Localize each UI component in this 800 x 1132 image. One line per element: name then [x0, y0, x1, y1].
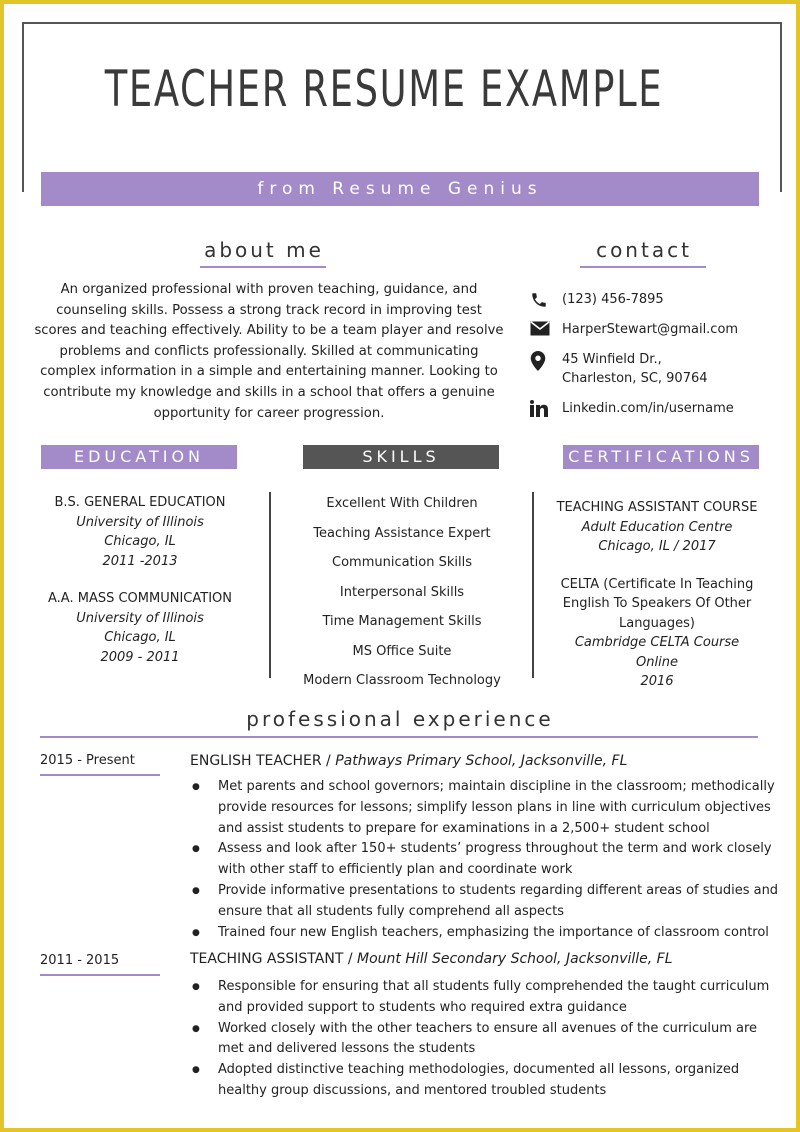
job-bullets [190, 777, 786, 943]
about-text: An organized professional with proven teaching, guidance, and counseling skills. Possess a strong track record in improving test scores and teaching effectively. Ability to be a team player and resolve problems and conflicts professionally. Skilled at communicating complex information in a simple and entertaining manner. Looking to contribute my knowledge and skills in a school that offers a genuine opportunity for career progression. [34, 282, 504, 421]
certification-name: CELTA (Certificate In Teaching English To Speakers Of Other Languages) [560, 576, 754, 631]
education-years: 2009 - 2011 [100, 649, 180, 665]
certification-org: Cambridge CELTA Course Online [574, 635, 740, 670]
contact-email-row [530, 320, 790, 339]
column-divider-right [532, 492, 534, 678]
subtitle-banner: from Resume Genius [41, 172, 759, 206]
envelope-icon [530, 320, 562, 336]
job-bullet: ● Assess and look after 150+ students’ progress throughout the term and work closely with other staff to efficiently plan and coordinate work [190, 839, 786, 881]
contact-heading: contact [596, 238, 692, 262]
job-separator: / [321, 753, 336, 769]
certification-entry [552, 498, 762, 557]
job-dates-underline [40, 774, 160, 776]
skills-band: SKILLS [303, 445, 499, 469]
contact-linkedin-row [530, 399, 790, 418]
job-dates: 2011 - 2015 [40, 953, 120, 968]
certification-name: TEACHING ASSISTANT COURSE [556, 500, 758, 515]
certification-detail: 2016 [640, 674, 674, 689]
skill-item: Teaching Assistance Expert [313, 525, 491, 541]
about-heading: about me [204, 238, 324, 262]
contact-email[interactable]: HarperStewart@gmail.com [562, 322, 739, 337]
skill-item: Excellent With Children [326, 496, 478, 511]
education-list [24, 493, 256, 685]
skill-item: Communication Skills [332, 555, 472, 570]
skill-item: Time Management Skills [322, 614, 482, 629]
job-title [190, 951, 673, 967]
column-divider-left [269, 492, 271, 678]
job-dates-underline [40, 974, 160, 976]
certification-detail: Chicago, IL / 2017 [598, 539, 716, 554]
contact-underline [580, 266, 706, 268]
address-line-1: 45 Winfield Dr., [562, 352, 662, 367]
about-underline [200, 266, 326, 268]
certification-entry [552, 575, 762, 692]
contact-address-row [530, 350, 790, 388]
skill-item: Modern Classroom Technology [303, 673, 501, 688]
certification-org: Adult Education Centre [581, 519, 733, 535]
experience-underline [40, 736, 758, 738]
education-location: Chicago, IL [104, 534, 176, 549]
job-employer: Pathways Primary School, Jacksonville, FL [335, 753, 628, 769]
education-school: University of Illinois [76, 610, 204, 626]
education-entry [24, 589, 256, 667]
phone-icon [530, 290, 562, 309]
page-title: TEACHER RESUME EXAMPLE [104, 60, 664, 118]
education-school: University of Illinois [76, 514, 204, 530]
contact-linkedin[interactable]: Linkedin.com/in/username [562, 401, 734, 416]
job-role: ENGLISH TEACHER [190, 753, 322, 769]
education-band: EDUCATION [41, 445, 237, 469]
education-entry [24, 493, 256, 571]
job-bullets [190, 977, 786, 1102]
job-bullet: ● Responsible for ensuring that all students fully comprehended the taught curriculum and provided support to students who required extra guidance [190, 977, 786, 1019]
job-bullet: ● Worked closely with the other teachers to ensure all avenues of the curriculum are met and delivered lessons the students [190, 1019, 786, 1061]
job-dates: 2015 - Present [40, 753, 135, 768]
contact-phone: (123) 456-7895 [562, 292, 664, 307]
job-role: TEACHING ASSISTANT [190, 951, 344, 967]
job-bullet: ● Provide informative presentations to students regarding different areas of studies and ensure that all students fully comprehend all aspects [190, 881, 786, 923]
skill-item: Interpersonal Skills [339, 584, 465, 600]
address-line-2: Charleston, SC, 90764 [562, 371, 708, 386]
education-degree: A.A. MASS COMMUNICATION [48, 591, 232, 606]
contact-list [530, 290, 790, 429]
certifications-list [552, 498, 762, 710]
job-bullet: ● Met parents and school governors; maintain discipline in the classroom; methodically provide resources for lessons; simplify lesson plans in line with curriculum objectives and assist students to prepare for examinations in a 2,500+ student school [190, 777, 786, 839]
contact-phone-row [530, 290, 790, 309]
experience-heading: professional experience [246, 707, 554, 731]
map-pin-icon [530, 350, 562, 371]
skill-item: MS Office Suite [352, 643, 452, 659]
education-years: 2011 -2013 [102, 553, 178, 569]
education-location: Chicago, IL [104, 630, 176, 645]
job-employer: Mount Hill Secondary School, Jacksonville, FL [357, 951, 673, 967]
education-degree: B.S. GENERAL EDUCATION [54, 495, 226, 510]
job-title [190, 753, 627, 769]
job-bullet: ● Adopted distinctive teaching methodologies, documented all lessons, organized healthy group discussions, and mentored troubled students [190, 1060, 786, 1102]
certifications-band: CERTIFICATIONS [563, 445, 759, 469]
linkedin-icon [530, 399, 562, 417]
job-separator: / [343, 951, 357, 967]
job-bullet: ● Trained four new English teachers, emphasizing the importance of classroom control [190, 923, 786, 944]
skills-list [284, 494, 520, 701]
contact-address [562, 350, 708, 388]
